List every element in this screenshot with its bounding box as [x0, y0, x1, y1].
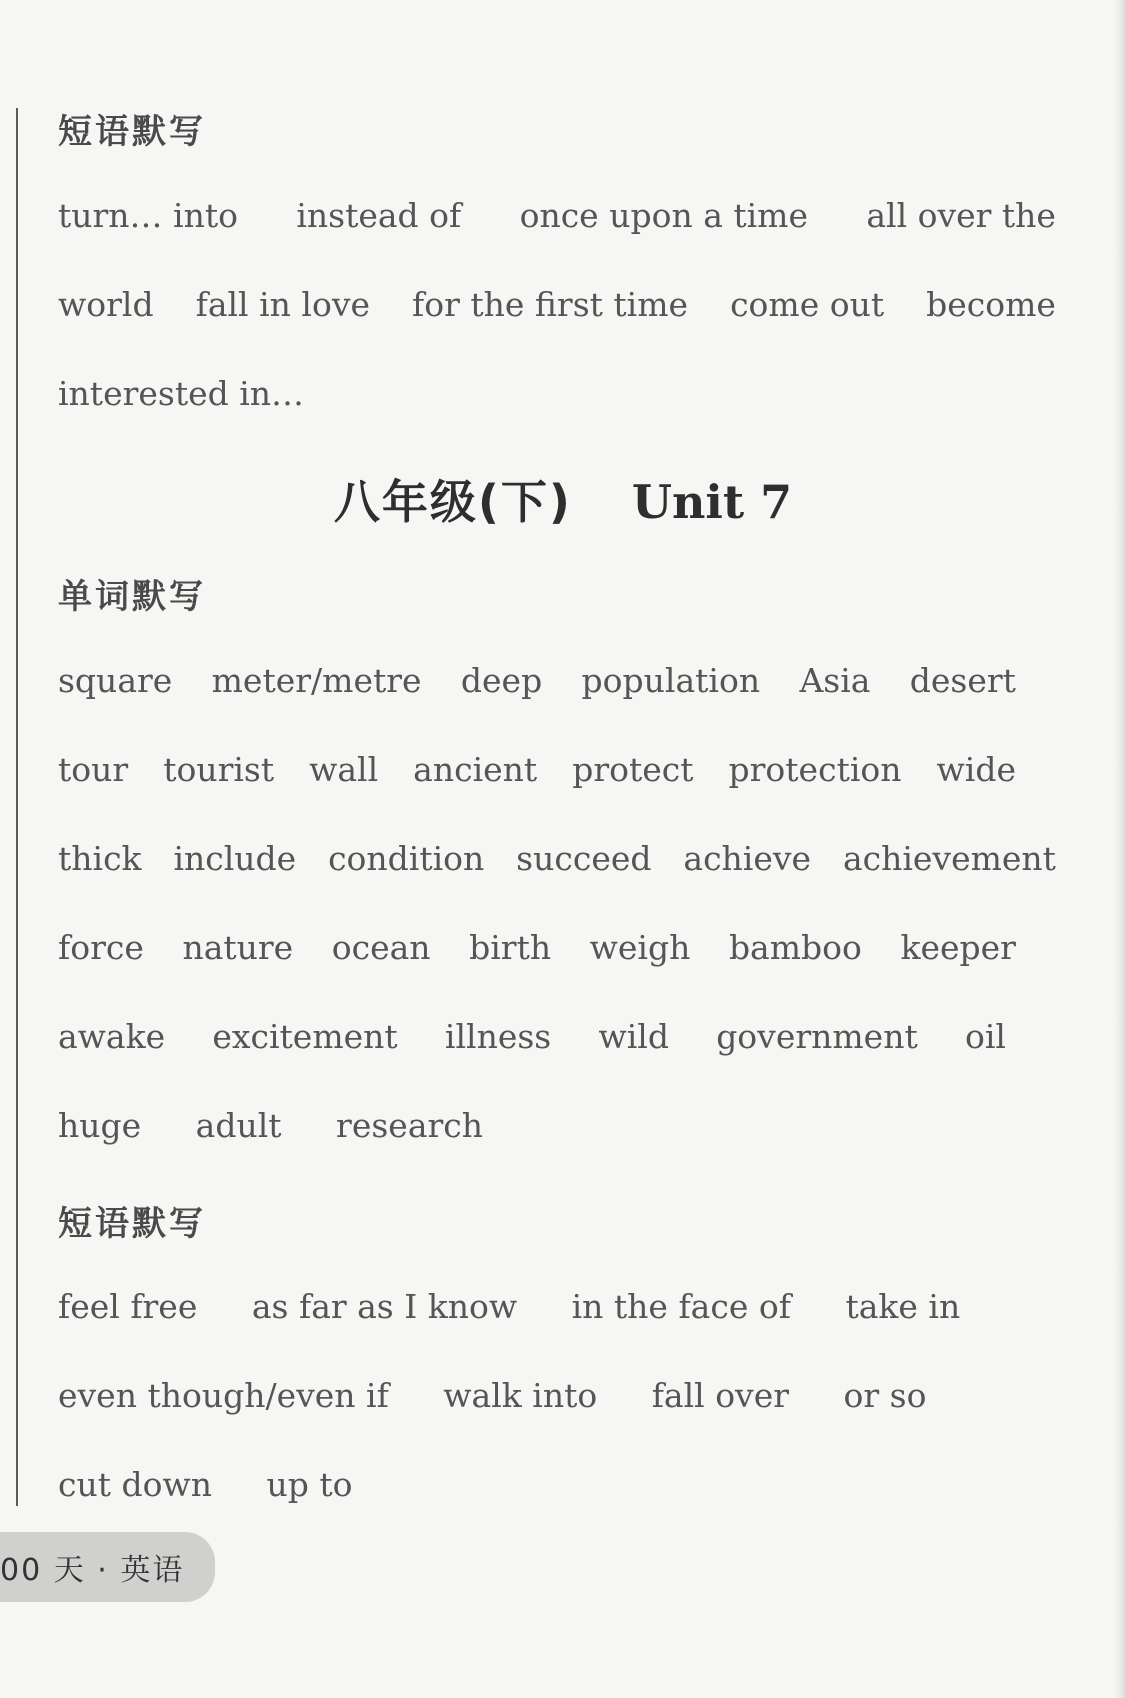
- grade-label: 八年级(下): [333, 475, 572, 529]
- section-heading-phrases-1: 短语默写: [58, 112, 206, 152]
- phrase-line: [58, 374, 1056, 413]
- phrase-item: all over the: [866, 196, 1056, 235]
- phrase-line: [58, 1376, 1056, 1415]
- word-item: weigh: [589, 928, 691, 967]
- word-line: [58, 1106, 1056, 1145]
- word-item: illness: [444, 1017, 552, 1056]
- footer-tab: [0, 1532, 215, 1602]
- section-heading-phrases-2: 短语默写: [58, 1204, 206, 1244]
- word-item: huge: [58, 1106, 142, 1145]
- word-item: bamboo: [728, 928, 862, 967]
- footer-label: 00 天 · 英语: [0, 1553, 185, 1588]
- word-item: deep: [460, 661, 543, 700]
- word-item: force: [58, 928, 144, 967]
- phrase-item: walk into: [443, 1376, 598, 1415]
- word-item: awake: [58, 1017, 166, 1056]
- unit-label: Unit 7: [631, 475, 793, 529]
- word-item: tourist: [163, 750, 275, 789]
- phrase-item: feel free: [58, 1287, 198, 1326]
- word-item: excitement: [212, 1017, 398, 1056]
- word-item: protection: [728, 750, 902, 789]
- word-item: ancient: [413, 750, 538, 789]
- word-item: Asia: [799, 661, 871, 700]
- word-item: succeed: [516, 839, 652, 878]
- phrase-line: [58, 1287, 1056, 1326]
- word-item: protect: [572, 750, 694, 789]
- phrase-item: in the face of: [571, 1287, 791, 1326]
- word-item: adult: [195, 1106, 282, 1145]
- phrase-item: instead of: [296, 196, 462, 235]
- margin-rule: [16, 108, 18, 1506]
- word-item: keeper: [900, 928, 1016, 967]
- word-item: wide: [936, 750, 1016, 789]
- word-item: thick: [58, 839, 142, 878]
- phrase-item: even though/even if: [58, 1376, 389, 1415]
- unit-title: [0, 466, 1126, 532]
- word-item: tour: [58, 750, 129, 789]
- word-line: [58, 928, 1016, 967]
- word-item: condition: [328, 839, 485, 878]
- word-item: wild: [598, 1017, 669, 1056]
- phrase-item: fall in love: [195, 285, 370, 324]
- phrase-item: for the first time: [412, 285, 689, 324]
- word-line: [58, 661, 1016, 700]
- phrase-line: [58, 1465, 1056, 1504]
- word-item: birth: [469, 928, 552, 967]
- phrase-item: come out: [730, 285, 885, 324]
- phrase-item: turn… into: [58, 196, 238, 235]
- phrase-item: world: [58, 285, 154, 324]
- word-item: oil: [964, 1017, 1006, 1056]
- word-line: [58, 839, 1056, 878]
- word-item: include: [173, 839, 297, 878]
- phrase-line: [58, 196, 1056, 235]
- word-item: population: [581, 661, 761, 700]
- word-item: government: [716, 1017, 918, 1056]
- section-heading-words: 单词默写: [58, 577, 206, 617]
- word-item: nature: [182, 928, 294, 967]
- phrase-item: become: [926, 285, 1056, 324]
- word-item: desert: [909, 661, 1016, 700]
- phrase-item: cut down: [58, 1465, 212, 1504]
- word-line: [58, 750, 1016, 789]
- page-edge: [1114, 0, 1126, 1698]
- phrase-item: take in: [845, 1287, 961, 1326]
- word-item: ocean: [331, 928, 431, 967]
- word-item: research: [336, 1106, 483, 1145]
- word-item: wall: [309, 750, 379, 789]
- word-item: achievement: [842, 839, 1056, 878]
- word-item: square: [58, 661, 173, 700]
- phrase-line: [58, 285, 1056, 324]
- phrase-item: or so: [843, 1376, 927, 1415]
- phrase-item: once upon a time: [519, 196, 808, 235]
- phrase-item: fall over: [651, 1376, 790, 1415]
- word-line: [58, 1017, 1006, 1056]
- phrase-item: interested in…: [58, 374, 305, 413]
- phrase-item: up to: [266, 1465, 353, 1504]
- word-item: meter/metre: [211, 661, 422, 700]
- phrase-item: as far as I know: [251, 1287, 518, 1326]
- word-item: achieve: [683, 839, 812, 878]
